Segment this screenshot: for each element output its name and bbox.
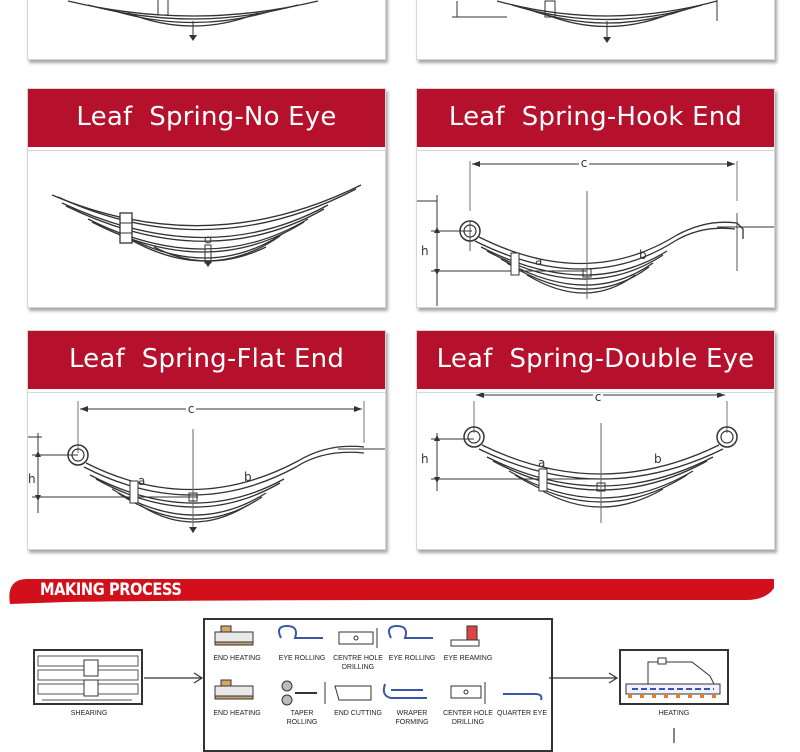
step-end-heating-2: END HEATING	[213, 710, 261, 717]
arrow-icon	[668, 728, 680, 743]
spring-card-flat-end	[27, 330, 386, 550]
arrow-icon	[549, 668, 621, 688]
spring-diagram	[417, 0, 774, 59]
spring-card-double-eye	[416, 330, 775, 550]
step-taper-rolling: TAPER ROLLING	[286, 710, 318, 726]
dim-h-label: h	[421, 452, 429, 466]
step-end-heating-1: END HEATING	[213, 655, 261, 662]
spring-diagram	[28, 151, 385, 301]
dim-b-label: b	[639, 248, 647, 262]
spring-diagram	[417, 151, 774, 306]
dim-b-label: b	[244, 470, 252, 484]
step-wraper-forming: WRAPER FORMING	[395, 710, 429, 726]
dim-c-label: c	[594, 393, 602, 404]
arrow-icon	[144, 668, 206, 688]
card-header	[28, 331, 385, 392]
making-process-title: MAKING PROCESS	[40, 580, 182, 600]
step-eye-rolling-1: EYE ROLLING	[278, 655, 326, 662]
step-eye-rolling-2: EYE ROLLING	[388, 655, 436, 662]
step-eye-reaming: EYE REAMING	[443, 655, 493, 662]
spring-diagram	[28, 0, 385, 59]
dim-h-label: h	[421, 244, 429, 258]
dim-a-label: a	[538, 456, 546, 470]
dim-h-label: h	[28, 472, 36, 486]
card-header	[417, 89, 774, 150]
heating-thumbnail	[618, 648, 730, 706]
process-steps-box	[203, 618, 553, 752]
spring-card-top-right	[416, 0, 775, 60]
card-title: Leaf Spring-Double Eye	[436, 344, 755, 374]
spring-diagram	[28, 393, 385, 548]
spring-card-hook-end	[416, 88, 775, 308]
card-header	[417, 331, 774, 392]
card-header	[28, 89, 385, 150]
dim-a-label: a	[535, 254, 543, 268]
heating-label: HEATING	[658, 710, 690, 717]
card-title: Leaf Spring-Hook End	[448, 102, 743, 132]
spring-card-no-eye	[27, 88, 386, 308]
step-end-cutting: END CUTTING	[334, 710, 382, 717]
dim-c-label: c	[580, 156, 588, 170]
dim-b-label: b	[654, 452, 662, 466]
spring-card-top-left	[27, 0, 386, 60]
step-centre-hole-drilling: CENTRE HOLE DRILLING	[333, 655, 383, 671]
shearing-thumbnail	[32, 648, 144, 706]
shearing-label: SHEARING	[70, 710, 108, 717]
spring-diagram	[417, 393, 774, 548]
dim-c-label: c	[187, 402, 195, 416]
card-title: Leaf Spring-Flat End	[68, 344, 345, 374]
step-center-hole-drilling: CENTER HOLE DRILLING	[443, 710, 493, 726]
card-title: Leaf Spring-No Eye	[76, 102, 337, 132]
dim-a-label: a	[138, 474, 146, 488]
step-quarter-eye: QUARTER EYE	[496, 710, 548, 717]
